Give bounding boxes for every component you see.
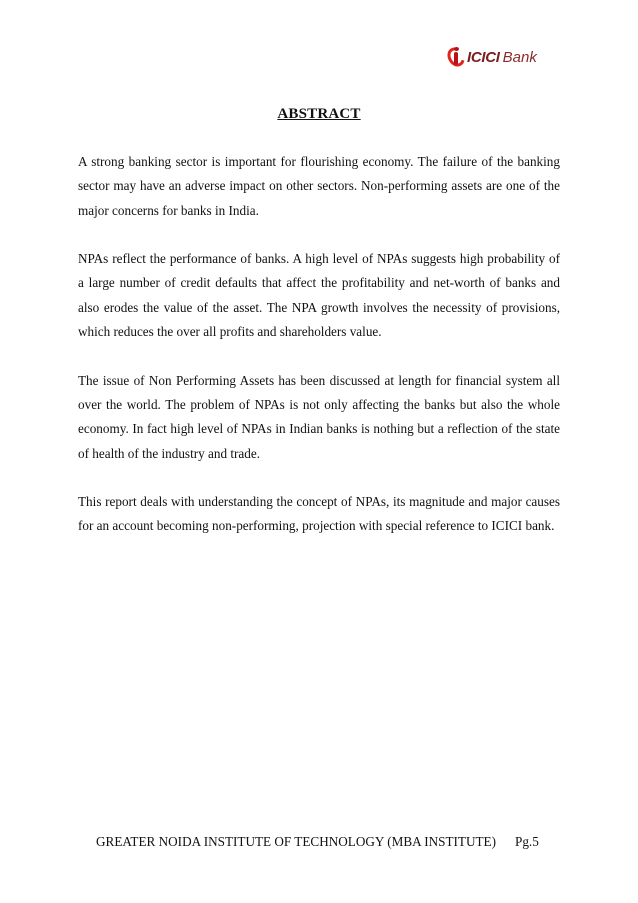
- paragraph-3: The issue of Non Performing Assets has been discussed at length for financial system all over the world. The problem of NPAs is not only affecting the banks but also the whole economy. In fact high level of NPAs in Indian banks is nothing but a reflection of the state of health of the industry and trade.: [78, 372, 560, 461]
- abstract-body: [78, 150, 560, 563]
- page-title: ABSTRACT: [277, 106, 361, 122]
- page-number: Pg.5: [515, 834, 539, 849]
- paragraph-4: This report deals with understanding the concept of NPAs, its magnitude and major causes for an account becoming non-performing, projection with special reference to ICICI bank.: [78, 494, 560, 534]
- icici-logo-icon: [448, 45, 466, 69]
- icici-bank-logo: [448, 42, 537, 72]
- paragraph-1: A strong banking sector is important for flourishing economy. The failure of the banking sector may have an adverse impact on other sectors. Non-performing assets are one of the major concerns for banks in India.: [78, 154, 560, 218]
- logo-text-bank: Bank: [502, 48, 537, 66]
- logo-text-icici: ICICI: [467, 48, 500, 66]
- paragraph-2: NPAs reflect the performance of banks. A high level of NPAs suggests high probability of a large number of credit defaults that affect the profitability and net-worth of banks and also erodes the value of the asset. The NPA growth involves the necessity of provisions, which reduces the over all profits and shareholders value.: [78, 251, 560, 340]
- footer-institute: GREATER NOIDA INSTITUTE OF TECHNOLOGY (MBA INSTITUTE): [96, 834, 496, 849]
